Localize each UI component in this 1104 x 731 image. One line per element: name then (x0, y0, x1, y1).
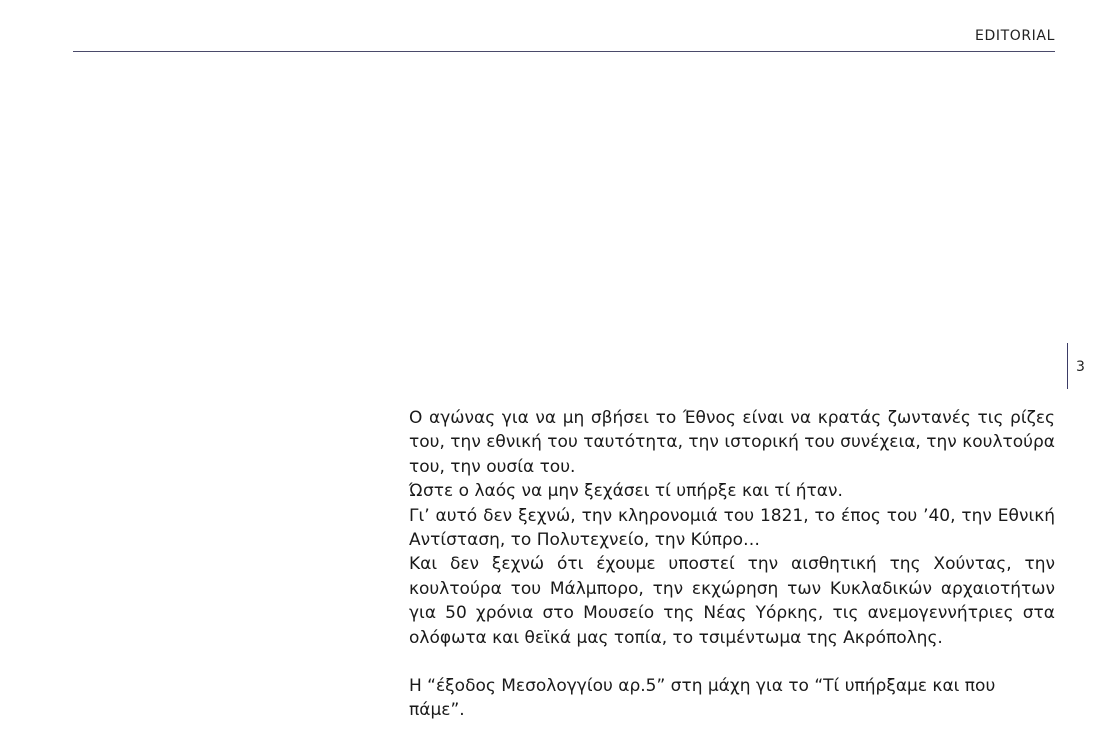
article-body (409, 406, 1055, 723)
article-paragraph: Και δεν ξεχνώ ότι έχουμε υποστεί την αισθητική της Χούντας, την κουλτούρα του Μάλμπορο, την εκχώρηση των Κυκλαδικών αρχαιοτήτων για 50 χρόνια στο Μουσείο της Νέας Υόρκης, τις ανεμογεννήτριες στα ολόφωτα και θεϊκά μας τοπία, το τσιμέντωμα της Ακρόπολης. (409, 554, 1055, 648)
article-paragraph: Ο αγώνας για να μη σβήσει το Έθνος είναι να κρατάς ζωντανές τις ρίζες του, την εθνική του ταυτότητα, την ιστορική του συνέχεια, την κουλτούρα του, την ουσία του. (409, 408, 1055, 477)
page-number: 3 (1076, 359, 1085, 375)
article-paragraph: Ώστε ο λαός να μην ξεχάσει τί υπήρξε και τί ήταν. (409, 481, 843, 502)
article-paragraph: Γι’ αυτό δεν ξεχνώ, την κληρονομιά του 1821, το έπος του ’40, την Εθνική Αντίσταση, το Πολυτεχνείο, την Κύπρο… (409, 505, 1055, 551)
page-marker (1067, 343, 1068, 389)
header-rule (73, 51, 1055, 52)
paragraph-spacer (409, 650, 1055, 674)
section-label: EDITORIAL (975, 28, 1055, 44)
article-closing: Η “έξοδος Μεσολογγίου αρ.5” στη μάχη για το “Τί υπήρξαμε και που πάμε”. (409, 676, 996, 721)
